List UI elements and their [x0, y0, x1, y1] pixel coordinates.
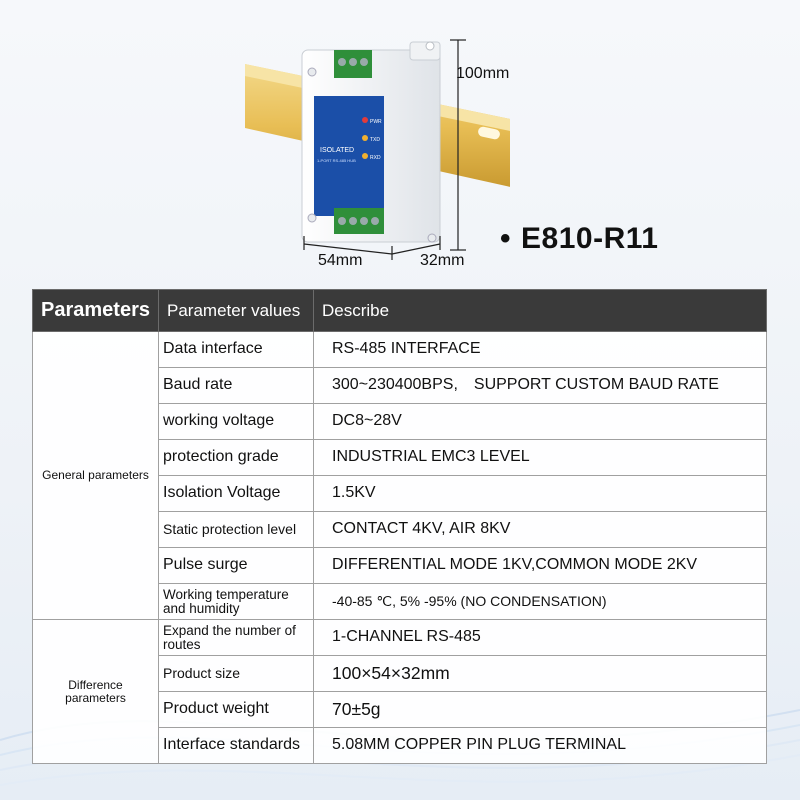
param-describe: 300~230400BPS, SUPPORT CUSTOM BAUD RATE — [314, 368, 767, 404]
param-describe: RS-485 INTERFACE — [314, 332, 767, 368]
param-name: Product weight — [159, 692, 314, 728]
width-dimension: 54mm — [318, 252, 363, 269]
param-name: Expand the number of routes — [159, 620, 314, 656]
param-describe: CONTACT 4KV, AIR 8KV — [314, 512, 767, 548]
param-name: Static protection level — [159, 512, 314, 548]
param-describe: 1-CHANNEL RS-485 — [314, 620, 767, 656]
param-describe: 70±5g — [314, 692, 767, 728]
param-name: working voltage — [159, 404, 314, 440]
table-header-row — [33, 290, 767, 332]
param-name: Data interface — [159, 332, 314, 368]
header-parameters: Parameters — [33, 290, 159, 332]
led-pwr-label: PWR — [370, 119, 382, 125]
header-describe: Describe — [314, 290, 767, 332]
param-describe: INDUSTRIAL EMC3 LEVEL — [314, 440, 767, 476]
param-describe: 100×54×32mm — [314, 656, 767, 692]
table-row — [33, 620, 767, 656]
param-describe: 5.08MM COPPER PIN PLUG TERMINAL — [314, 728, 767, 764]
param-describe: 1.5KV — [314, 476, 767, 512]
param-name: Baud rate — [159, 368, 314, 404]
param-describe: -40-85 ℃, 5% -95% (NO CONDENSATION) — [314, 584, 767, 620]
group-difference-parameters: Difference parameters — [33, 620, 159, 764]
model-name — [500, 222, 658, 256]
device-isolated-text: ISOLATED — [320, 147, 355, 154]
group-general-parameters: General parameters — [33, 332, 159, 620]
height-dimension: 100mm — [456, 65, 510, 82]
param-name: protection grade — [159, 440, 314, 476]
param-name: Working temperature and humidity — [159, 584, 314, 620]
param-describe: DIFFERENTIAL MODE 1KV,COMMON MODE 2KV — [314, 548, 767, 584]
parameters-table — [32, 289, 766, 764]
model-label: E810-R11 — [521, 222, 659, 255]
param-name: Isolation Voltage — [159, 476, 314, 512]
bullet-icon: • — [500, 222, 512, 255]
param-name: Pulse surge — [159, 548, 314, 584]
product-illustration — [230, 28, 510, 278]
depth-dimension: 32mm — [420, 252, 465, 269]
led-txd-label: TXD — [370, 137, 380, 143]
param-name: Product size — [159, 656, 314, 692]
led-rxd-label: RXD — [370, 155, 381, 161]
table-row — [33, 332, 767, 368]
header-parameter-values: Parameter values — [159, 290, 314, 332]
param-describe: DC8~28V — [314, 404, 767, 440]
device-subtitle-text: 1-PORT RS-485 HUB — [317, 158, 356, 163]
param-name: Interface standards — [159, 728, 314, 764]
